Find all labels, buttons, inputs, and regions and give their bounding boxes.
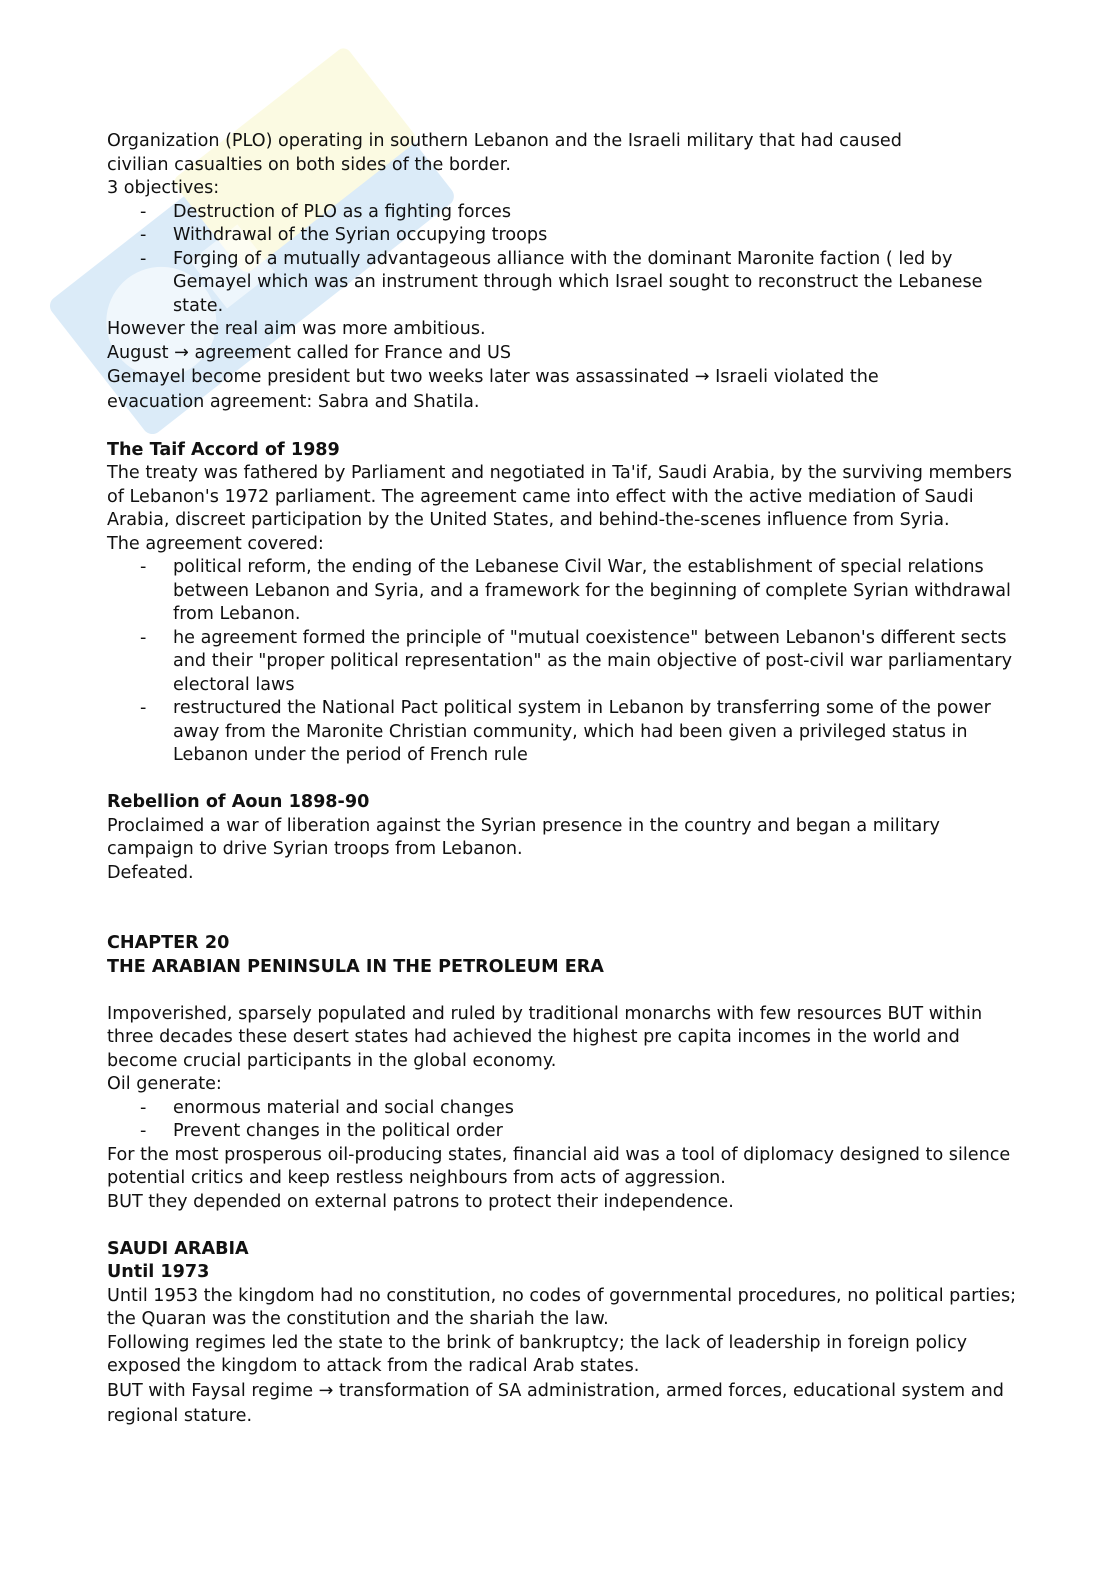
chapter-number: CHAPTER 20 — [107, 933, 230, 953]
saudi-subheading: Until 1973 — [107, 1262, 210, 1282]
taif-paragraph: The treaty was fathered by Parliament and negotiated in Ta'if, Saudi Arabia, by the surviving members of Lebanon's 1972 parliament. The agreement came into effect with the active mediation of Saudi Arabia, discreet participation by the United States, and behind-the-scenes influence from Syria. — [107, 463, 1012, 530]
saudi-paragraph-2: Following regimes led the state to the brink of bankruptcy; the lack of leadership in foreign policy exposed the kingdom to attack from the radical Arab states. — [107, 1332, 968, 1376]
prosperous-paragraph: For the most prosperous oil-producing states, financial aid was a tool of diplomacy designed to silence potential critics and keep restless neighbours from acts of aggression. — [107, 1144, 1011, 1188]
chapter-title: THE ARABIAN PENINSULA IN THE PETROLEUM ERA — [107, 956, 604, 977]
faysal-text: BUT with Faysal regime — [107, 1380, 314, 1401]
saudi-heading: SAUDI ARABIA — [107, 1238, 249, 1259]
faysal-result: transformation of SA administration, armed forces, educational system and regional stature. — [107, 1380, 1004, 1426]
saudi-paragraph-3 — [107, 1379, 1017, 1429]
list-item: - Forging of a mutually advantageous alliance with the dominant Maronite faction ( led by Gemayel which was an instrument through which Israel sought to reconstruct the Lebanese state. — [107, 248, 1017, 319]
gemayel-line-2: evacuation agreement: Sabra and Shatila. — [107, 392, 480, 412]
chapter-intro: Impoverished, sparsely populated and ruled by traditional monarchs with few resources BUT within three decades these desert states had achieved the highest pre capita incomes in the world and become crucial participants in the global economy. — [107, 1003, 983, 1071]
list-item: - restructured the National Pact political system in Lebanon by transferring some of the power away from the Maronite Christian community, which had been given a privileged status in Lebanon under the period of French rule — [107, 697, 1017, 768]
intro-line-1: Organization (PLO) operating in southern Lebanon and the Israeli military that had caused — [107, 131, 902, 151]
arrow-right-icon: → — [318, 1380, 334, 1401]
arrow-right-icon: → — [174, 342, 189, 363]
list-item: - he agreement formed the principle of "mutual coexistence" between Lebanon's different sects and their "proper political representation" as the main objective of post-civil war parliamentary electoral laws — [107, 627, 1017, 698]
august-line — [107, 342, 1017, 366]
list-item: - enormous material and social changes — [107, 1097, 1017, 1121]
taif-heading: The Taif Accord of 1989 — [107, 439, 340, 460]
but-line: BUT they depended on external patrons to protect their independence. — [107, 1191, 734, 1212]
gemayel-result: Israeli violated the — [715, 367, 879, 387]
list-item: - Destruction of PLO as a fighting forces — [107, 201, 1017, 225]
oil-list — [107, 1097, 1017, 1144]
saudi-paragraph-1: Until 1953 the kingdom had no constitution, no codes of governmental procedures, no political parties; the Quaran was the constitution and the shariah the law. — [107, 1285, 1017, 1329]
august-label: August — [107, 342, 169, 363]
objectives-list — [107, 201, 1017, 319]
oil-label: Oil generate: — [107, 1074, 222, 1094]
aim-line: However the real aim was more ambitious. — [107, 319, 486, 339]
list-item: - political reform, the ending of the Lebanese Civil War, the establishment of special relations between Lebanon and Syria, and a framework for the beginning of complete Syrian withdrawal from Lebanon. — [107, 556, 1017, 627]
gemayel-line — [107, 365, 1017, 390]
list-item: - Prevent changes in the political order — [107, 1120, 1017, 1144]
aoun-heading: Rebellion of Aoun 1898-90 — [107, 792, 370, 812]
document-page — [107, 130, 1017, 1429]
arrow-right-icon: → — [694, 367, 710, 387]
august-text: agreement called for France and US — [188, 342, 511, 363]
intro-line-2: civilian casualties on both sides of the border. — [107, 154, 511, 175]
taif-covered-label: The agreement covered: — [107, 533, 324, 554]
list-item: - Withdrawal of the Syrian occupying troops — [107, 224, 1017, 248]
objectives-label: 3 objectives: — [107, 178, 220, 198]
aoun-paragraph: Proclaimed a war of liberation against the Syrian presence in the country and began a military campaign to drive Syrian troops from Lebanon. — [107, 815, 940, 859]
gemayel-text: Gemayel become president but two weeks later was assassinated — [107, 367, 690, 387]
aoun-result: Defeated. — [107, 862, 194, 883]
taif-list — [107, 556, 1017, 768]
